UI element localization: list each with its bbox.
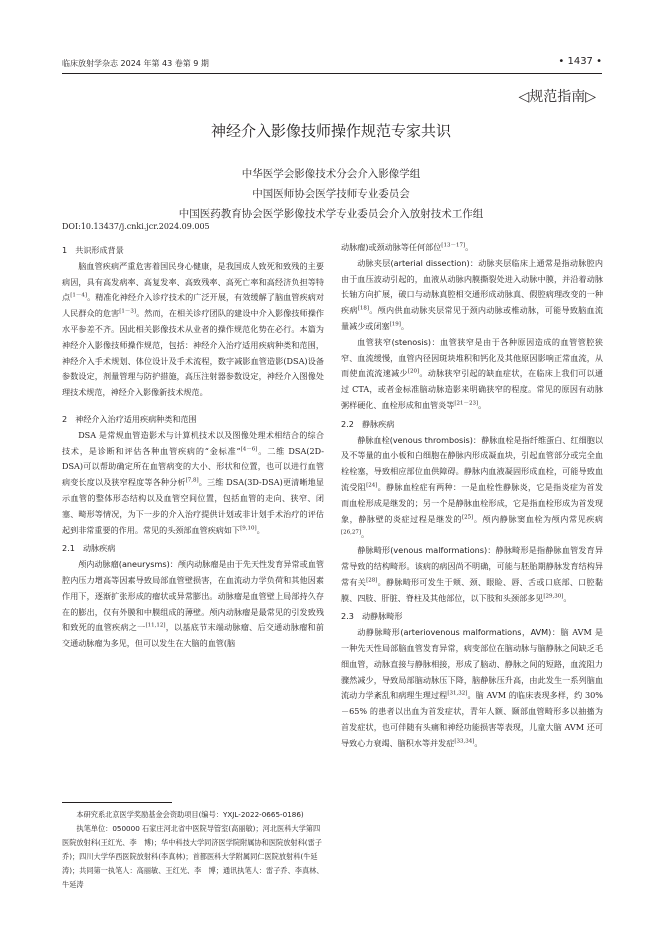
term-lead: 血管狭窄(stenosis)： — [357, 336, 441, 347]
running-header — [62, 56, 602, 70]
left-column — [62, 240, 324, 652]
section-heading: 2.1 动脉疾病 — [62, 543, 116, 554]
citation-ref: [31,32] — [447, 690, 468, 697]
body-paragraph: 血管狭窄(stenosis)：血管狭窄是由于各种原因造成的血管管腔狭窄、血流缓慢，血管内径因斑块堆积和钙化及其他原因影响正常血流，从而使血流流速减少[20]。动脉狭窄引起的缺血症状，在临床上我们可以通过 CTA，或者金标准脑动脉造影来明确狭窄的程度。常见的原因有动脉粥样硬化、血栓形成和血管炎等[21－23]。 — [341, 336, 603, 410]
citation-ref: [18] — [357, 305, 370, 312]
body-paragraph: 颅内动脉瘤(aneurysms)：颅内动脉瘤是由于先天性发育异常或血管腔内压力增高等因素导致局部血管壁损害，在血流动力学负荷和其他因素作用下，逐渐扩张形成的瘤状或异常膨出。动脉瘤是血管壁上局部持久存在的膨出，仅有外膜和中膜组成的薄壁。颅内动脉瘤是最常见的引发致残和致死的血管疾病之一[11,12]，以基底节末端动脉瘤、后交通动脉瘤和前交通动脉瘤为多见，但可以发生在大脑的血管(脑 — [62, 559, 324, 649]
citation-ref: [26,27] — [341, 529, 362, 536]
citation-ref: [1－4] — [70, 292, 87, 299]
term-lead: 颅内动脉瘤(aneurysms)： — [78, 559, 178, 570]
journal-name: 临床放射学杂志 2024 年第 43 卷第 9 期 — [62, 59, 209, 68]
author-list — [0, 164, 662, 224]
body-paragraph: 动静脉畸形(arteriovenous malformations，AVM)：脑 AVM 是一种先天性局部脑血管发育异常，病变部位在脑动脉与脑静脉之间缺乏毛细血管，动脉直接与静脉相接，形成了脑动、静脉之间的短路，血流阻力骤然减少，导致局部脑动脉压下降，脑静脉压升高，由此发生一系列脑血流动力学紊乱和病理生理过程[31,32]。脑 AVM 的临床表现多样，约 30%－65% 的患者以出血为首发症状，青年人额、颞部血管畸形多以抽搐为首发症状，也可伴随有头痛和神经功能损害等表现，儿童大脑 AVM 还可导致心力衰竭、脑积水等并发症[33,34]。 — [341, 627, 603, 748]
page-number: • 1437 • — [558, 56, 602, 67]
funding-note: 本研究系北京医学奖励基金会资助项目(编号：YXJL-2022-0665-0186) — [76, 810, 304, 819]
section-heading: 2.2 静脉疾病 — [341, 418, 395, 429]
body-paragraph: 脑血管疾病严重危害着国民身心健康，是我国成人致死和致残的主要病因，具有高发病率、高复发率、高致残率、高死亡率和高经济负担等特点[1－4]。精准化神经介入诊疗技术的广泛开展，有效缓解了脑血管疾病对人民群众的危害[1－3]。然而，在相关诊疗团队的建设中介入影像技师操作水平参差不齐。因此相关影像技术从业者的操作规范化势在必行。本篇为神经介入影像技师操作规范，包括：神经介入治疗适用疾病种类和范围，神经介入手术规划、体位设计及手术流程，数字减影血管造影(DSA)设备参数设定，剂量管理与防护措施，高压注射器参数设定，神经介入图像处理技术规范，神经介入影像新技术规范。 — [62, 260, 324, 398]
article-title: 神经介入影像技师操作规范专家共识 — [210, 122, 451, 140]
body-paragraph: 动脉瘤)或颈动脉等任何部位[13－17]。 — [341, 242, 474, 252]
citation-ref: [7,8] — [185, 477, 199, 484]
term-lead: 静脉血栓(venous thrombosis)： — [357, 434, 482, 445]
term-lead: 动脉夹层(arterial dissection)： — [357, 257, 479, 268]
citation-ref: [33,34] — [454, 738, 475, 745]
citation-ref: [20] — [407, 368, 420, 375]
citation-ref: [21－23] — [454, 400, 479, 407]
citation-ref: [1－3] — [119, 308, 137, 315]
citation-ref: [13－17] — [441, 242, 466, 249]
section-gap — [62, 401, 324, 409]
citation-ref: [19] — [389, 321, 401, 328]
section-heading: 2 神经介入治疗适用疾病种类和范围 — [62, 413, 197, 424]
section-heading: 2.3 动静脉畸形 — [341, 611, 403, 622]
body-paragraph: 动脉夹层(arterial dissection)：动脉夹层临床上通常是指动脉腔内由于血压波动引起的，血液从动脉内膜撕裂处进入动脉中膜，并沿着动脉长轴方向扩展，破口与动脉真腔相交通形成动脉真、假腔病理改变的一种疾病[18]。颅内供血动脉夹层常见于颈内动脉或椎动脉，可能导致脑血流量减少或闭塞[19]。 — [341, 257, 603, 331]
body-paragraph: 静脉畸形(venous malformations)：静脉畸形是指静脉血管发育异常导致的结构畸形。该病的病因尚不明确，可能与胚胎期静脉发育结构异常有关[28]。静脉畸形可发生于颊、颈、眼睑、唇、舌或口底部、口腔黏膜、四肢、肝脏、脊柱及其他部位，以下肢和头颈部多见[29,30]。 — [341, 545, 603, 603]
author-group: 中国医师协会医学技师专业委员会 — [252, 188, 410, 200]
citation-ref: [28] — [366, 577, 378, 584]
section-tag: ◁规范指南▷ — [518, 89, 596, 105]
citation-ref: [25] — [462, 513, 474, 520]
right-column — [341, 240, 603, 752]
footnotes — [62, 802, 324, 892]
footnote-rule — [62, 802, 172, 803]
citation-ref: [29,30] — [543, 592, 564, 599]
doi: DOI:10.13437/j.cnki.jcr.2024.09.005 — [62, 222, 210, 231]
author-group: 中国医药教育协会医学影像技术学专业委员会介入放射技术工作组 — [178, 208, 484, 220]
body-paragraph: 静脉血栓(venous thrombosis)：静脉血栓是指纤维蛋白、红细胞以及不等量的血小板和白细胞在静脉内形成凝血块，引起血管部分或完全血栓栓塞，导致相应部位血供障碍。静脉内血液凝固形成血栓，可能导致血流受阻[24]。静脉血栓症有两种：一是血栓性静脉炎，它是指炎症为首发而血栓形成是继发的；另一个是静脉血栓形成，它是指血栓形成为首发现象，静脉壁的炎症过程是继发的[25]。颅内静脉窦血栓为颅内常见疾病[26,27]。 — [341, 434, 603, 540]
author-group: 中华医学会影像技术分会介入影像学组 — [241, 168, 421, 180]
citation-ref: [24] — [366, 482, 378, 489]
header-rule — [62, 73, 602, 74]
term-lead: 静脉畸形(venous malformations)： — [357, 545, 496, 556]
citation-ref: [11,12] — [145, 622, 166, 629]
citation-ref: [4－6] — [240, 445, 258, 452]
body-paragraph: DSA 是常规血管造影术与计算机技术以及图像处理术相结合的综合技术，是诊断和评估各种血管疾病的“金标准”[4－6]。二维 DSA(2D-DSA)可以帮助确定所在血管病变的大小、形状和位置，也可以进行血管病变长度以及狭窄程度等各种分析[7,8]。三维 DSA(3D-DSA)更清晰地显示血管的整体形态结构以及血管空间位置，包括血管的走向、狭窄、闭塞、畸形等情况，为下一步的介入治疗提供计划或非计划手术治疗的评估起到非常重要的作用。常见的头颈部血管疾病如下[9,10]。 — [62, 429, 324, 535]
citation-ref: [9,10] — [240, 524, 257, 531]
term-lead: 动静脉畸形(arteriovenous malformations，AVM)： — [357, 627, 561, 638]
author-affiliations-note: 执笔单位：050000 石家庄河北省中医院导管室(高丽敏)；河北医科大学第四医院放射科(王红光、李 博)；华中科技大学同济医学院附属协和医院放射科(雷子乔)；四川大学华西医院放射科(李真林)；首都医科大学附属同仁医院放射科(牛延涛)；共同第一执笔人：高丽敏、王红光、李 博；通讯执笔人：雷子乔、李真林、牛延涛 — [62, 824, 324, 889]
section-heading: 1 共识形成背景 — [62, 245, 124, 255]
